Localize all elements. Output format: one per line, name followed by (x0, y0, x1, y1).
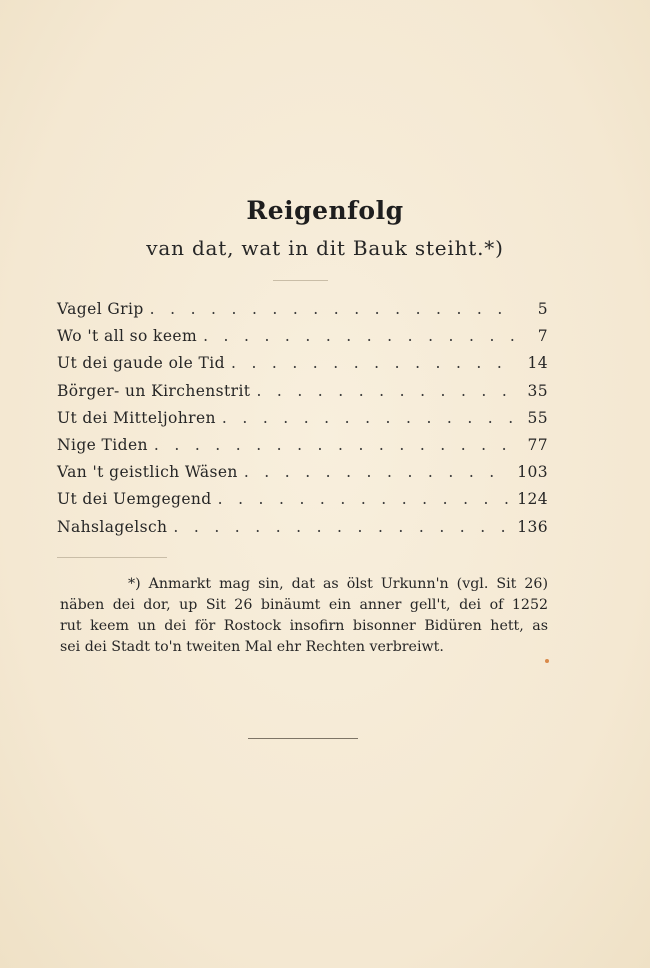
toc-entry-page: 14 (527, 354, 548, 373)
footnote-line: näben dei dor, up Sit 26 binäumt ein anner gell't, dei of 1252 (60, 597, 548, 613)
title-divider (273, 280, 328, 281)
toc-entry-page: 7 (537, 327, 548, 346)
dot-leader (150, 300, 516, 318)
toc-entry (57, 490, 548, 517)
toc-entry-title: Van 't geistlich Wäsen (57, 463, 238, 482)
toc-entry (57, 382, 548, 409)
toc-entry-page: 124 (517, 490, 548, 509)
toc-entry-page: 55 (527, 408, 548, 427)
footnote-divider (57, 557, 167, 558)
toc-entry (57, 409, 548, 436)
toc-entry-title: Wo 't all so keem (57, 327, 198, 346)
toc-entry-title: Nahslagelsch (57, 517, 168, 536)
footnote (60, 574, 548, 658)
toc-entry-page: 77 (527, 435, 548, 454)
dot-leader (256, 382, 516, 400)
toc-entry-page: 136 (517, 517, 548, 536)
footnote-line: *) Anmarkt mag sin, dat as ölst Urkunn'n (vgl. Sit 26) (128, 576, 548, 592)
dot-leader (154, 436, 516, 454)
dot-leader (231, 354, 516, 372)
toc-entry (57, 354, 548, 381)
end-divider (248, 738, 358, 739)
page-subtitle: van dat, wat in dit Bauk steiht.*) (146, 236, 504, 260)
footnote-line: rut keem un dei för Rostock insofirn bisonner Bidüren hett, as (60, 618, 548, 634)
toc-entry-page: 5 (537, 300, 548, 318)
toc-entry-title: Ut dei Mitteljohren (57, 408, 216, 427)
dot-leader (222, 409, 516, 427)
toc-entry (57, 327, 548, 354)
page-title: Reigenfolg (246, 196, 404, 225)
footnote-line: sei dei Stadt to'n tweiten Mal ehr Rechten verbreiwt. (60, 639, 444, 655)
toc-entry-page: 35 (527, 381, 548, 400)
paper-speck (545, 659, 549, 663)
toc-entry (57, 518, 548, 545)
table-of-contents (57, 300, 548, 545)
toc-entry-title: Börger- un Kirchenstrit (57, 381, 251, 400)
dot-leader (218, 490, 512, 508)
toc-entry-page: 103 (517, 463, 548, 482)
toc-entry-title: Ut dei gaude ole Tid (57, 354, 225, 373)
toc-entry (57, 463, 548, 490)
dot-leader (173, 518, 511, 536)
dot-leader (203, 327, 516, 345)
dot-leader (244, 463, 511, 481)
toc-entry (57, 300, 548, 327)
toc-entry-title: Ut dei Uemgegend (57, 490, 212, 509)
toc-entry-title: Nige Tiden (57, 435, 148, 454)
toc-entry-title: Vagel Grip (57, 300, 144, 318)
toc-entry (57, 436, 548, 463)
